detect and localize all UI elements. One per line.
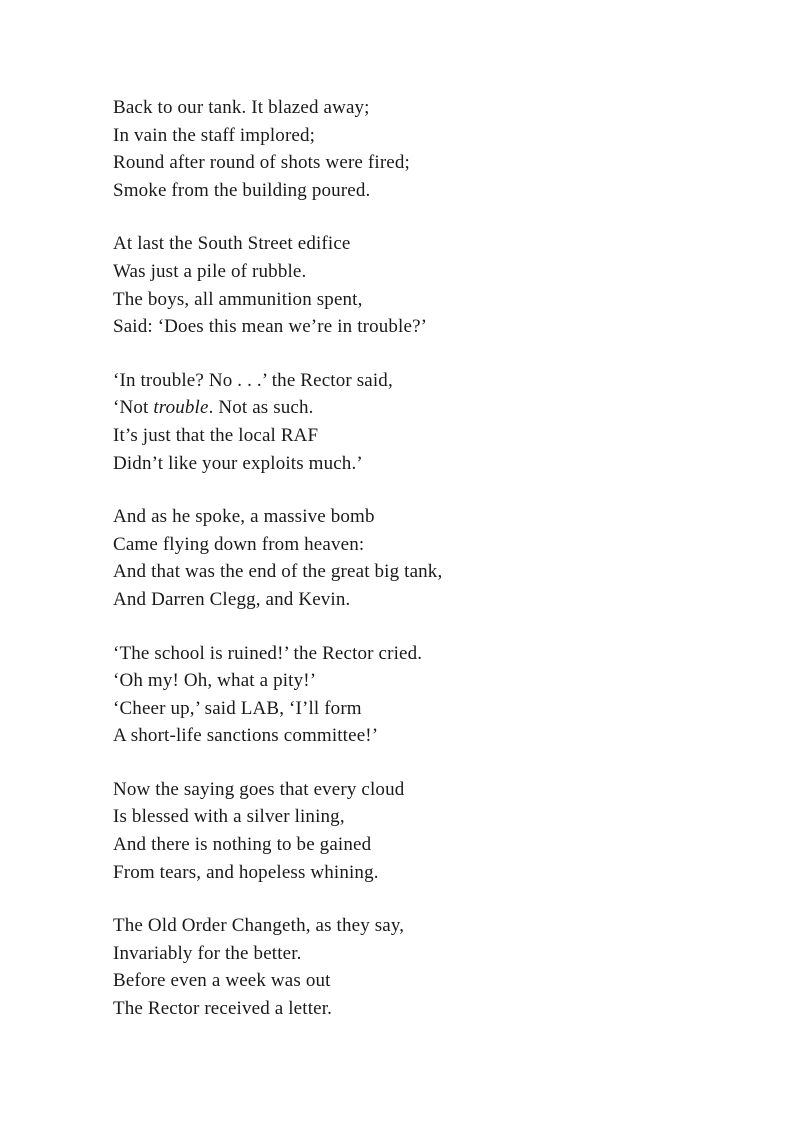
poem-line — [113, 394, 773, 422]
poem-line: And Darren Clegg, and Kevin. — [113, 588, 351, 610]
poem-line: ‘In trouble? No . . .’ the Rector said, — [113, 369, 393, 391]
poem-line: Said: ‘Does this mean we’re in trouble?’ — [113, 316, 428, 338]
poem-line: In vain the staff implored; — [113, 124, 316, 146]
poem-line: And that was the end of the great big tank, — [113, 561, 443, 583]
poem-line: ‘The school is ruined!’ the Rector cried. — [113, 642, 423, 664]
stanza-6 — [113, 776, 773, 886]
poem-line: The Rector received a letter. — [113, 998, 333, 1020]
poem-line-part: . Not as such. — [208, 397, 314, 419]
poem-line: The Old Order Changeth, as they say, — [113, 915, 405, 937]
poem-line: At last the South Street edifice — [113, 233, 351, 255]
poem-line: ‘Cheer up,’ said LAB, ‘I’ll form — [113, 697, 362, 719]
poem-line: ‘Oh my! Oh, what a pity!’ — [113, 670, 317, 692]
poem — [113, 94, 773, 1049]
stanza-5 — [113, 640, 773, 750]
stanza-4 — [113, 503, 773, 613]
stanza-2 — [113, 230, 773, 340]
poem-line: And as he spoke, a massive bomb — [113, 506, 375, 528]
poem-line: It’s just that the local RAF — [113, 424, 319, 446]
poem-line: The boys, all ammunition spent, — [113, 288, 363, 310]
poem-line: Smoke from the building poured. — [113, 179, 371, 201]
poem-line: Round after round of shots were fired; — [113, 152, 410, 174]
poem-line: And there is nothing to be gained — [113, 834, 372, 856]
poem-line: Now the saying goes that every cloud — [113, 778, 405, 800]
stanza-3 — [113, 367, 773, 477]
poem-line: Was just a pile of rubble. — [113, 260, 307, 282]
poem-line: A short-life sanctions committee!’ — [113, 725, 379, 747]
poem-line: Came flying down from heaven: — [113, 533, 365, 555]
poem-line: Invariably for the better. — [113, 942, 302, 964]
stanza-1 — [113, 94, 773, 204]
poem-line: From tears, and hopeless whining. — [113, 861, 379, 883]
poem-line-part: ‘Not — [113, 397, 154, 419]
emphasis-word: trouble — [153, 397, 209, 419]
poem-line: Is blessed with a silver lining, — [113, 806, 345, 828]
poem-line: Didn’t like your exploits much.’ — [113, 452, 363, 474]
poem-line: Back to our tank. It blazed away; — [113, 97, 370, 118]
poem-line: Before even a week was out — [113, 970, 331, 992]
stanza-7 — [113, 912, 773, 1022]
